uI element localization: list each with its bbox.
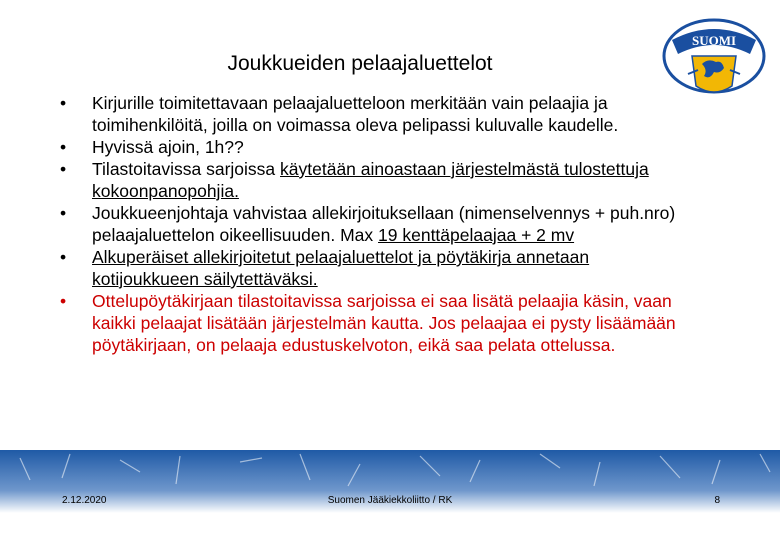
bullet-item-red xyxy=(60,290,700,356)
bullet-item xyxy=(60,202,700,246)
bullet-text-underlined: käytetään ainoastaan järjestelmästä tulostettuja kokoonpanopohjia. xyxy=(92,159,649,201)
bullet-text-underlined: 19 kenttäpelaajaa + 2 mv xyxy=(378,225,575,245)
bullet-glyph: • xyxy=(60,137,67,157)
bullet-text: Joukkueenjohtaja vahvistaa allekirjoituksellaan (nimenselvennys + puh.nro) pelaajaluettelon oikeellisuuden. Max xyxy=(92,203,676,245)
bullet-text: Ottelupöytäkirjaan tilastoitavissa sarjoissa ei saa lisätä pelaajia käsin, vaan kaikki pelaajat lisätään järjestelmän kautta. Jos pelaajaa ei pysty lisäämään pöytäkirjaan, on pelaaja edustuskelvoton, eikä saa pelata ottelussa. xyxy=(92,291,676,355)
bullet-item xyxy=(60,158,700,202)
logo-text: SUOMI xyxy=(691,33,737,48)
bullet-glyph: • xyxy=(60,159,67,179)
suomi-logo xyxy=(658,14,770,104)
bullet-item xyxy=(60,92,700,136)
bullet-list xyxy=(60,92,700,356)
bullet-text: Kirjurille toimitettavaan pelaajaluetteloon merkitään vain pelaajia ja toimihenkilöitä, joilla on voimassa oleva pelipassi kuluvalle kaudelle. xyxy=(92,93,619,135)
bullet-text: Tilastoitavissa sarjoissa xyxy=(92,159,281,179)
footer-organization: Suomen Jääkiekkoliitto / RK xyxy=(327,495,453,506)
bullet-text: Hyvissä ajoin, 1h?? xyxy=(92,137,244,157)
bullet-item xyxy=(60,246,700,290)
bullet-glyph: • xyxy=(60,247,67,267)
finnish-lion-emblem-icon xyxy=(658,14,770,104)
bullet-text-underlined: Alkuperäiset allekirjoitetut pelaajaluettelot ja pöytäkirja annetaan kotijoukkueen säilytettäväksi. xyxy=(92,247,590,289)
bullet-item xyxy=(60,136,700,158)
bullet-glyph: • xyxy=(60,291,67,311)
footer-date: 2.12.2020 xyxy=(62,495,107,506)
slide-title: Joukkueiden pelaajaluettelot xyxy=(227,52,493,75)
footer-page-number: 8 xyxy=(714,495,720,506)
bullet-glyph: • xyxy=(60,203,67,223)
bullet-glyph: • xyxy=(60,93,67,113)
